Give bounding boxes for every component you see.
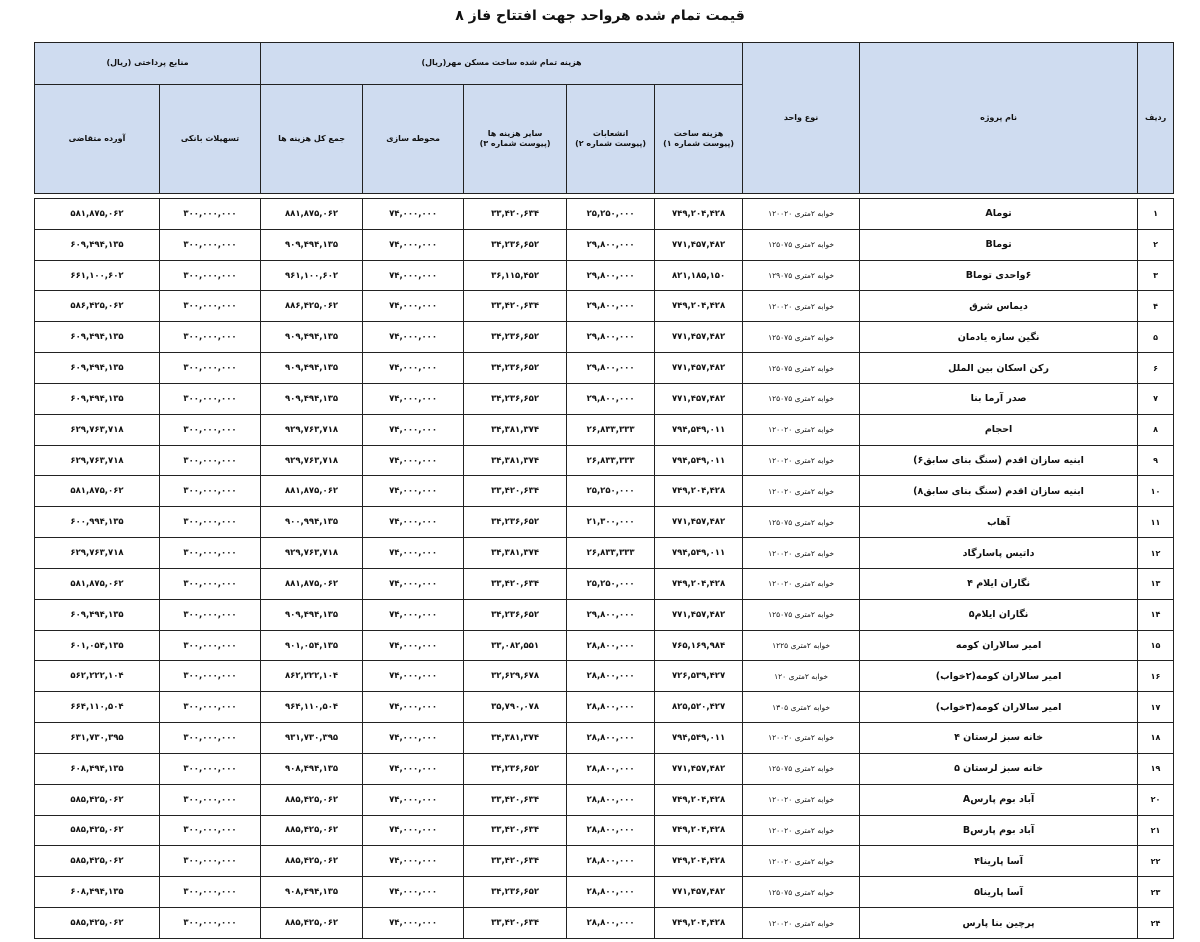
applicant-payment-cell: ۵۸۱,۸۷۵,۰۶۲ bbox=[35, 199, 160, 230]
row-number-cell: ۴ bbox=[1138, 291, 1174, 322]
applicant-payment-cell: ۶۲۹,۷۶۳,۷۱۸ bbox=[35, 445, 160, 476]
connections-cell: ۲۹,۸۰۰,۰۰۰ bbox=[567, 383, 655, 414]
header-build-cost bbox=[655, 85, 743, 194]
unit-type-cell: خوابه ۲متری ۱۲۵۰۷۵ bbox=[743, 599, 860, 630]
build-cost-cell: ۷۴۹,۲۰۴,۴۲۸ bbox=[655, 784, 743, 815]
header-bank-loan: تسهیلات بانکی bbox=[160, 85, 261, 194]
total-cost-cell: ۹۲۹,۷۶۳,۷۱۸ bbox=[261, 414, 363, 445]
header-landscaping: محوطه سازی bbox=[363, 85, 464, 194]
total-cost-cell: ۸۸۶,۴۲۵,۰۶۲ bbox=[261, 291, 363, 322]
header-cost-group: هزینه تمام شده ساخت مسکن مهر(ریال) bbox=[261, 43, 743, 85]
applicant-payment-cell: ۵۸۵,۴۲۵,۰۶۲ bbox=[35, 846, 160, 877]
row-number-cell: ۱۱ bbox=[1138, 507, 1174, 538]
row-number-cell: ۱۷ bbox=[1138, 692, 1174, 723]
connections-cell: ۲۵,۲۵۰,۰۰۰ bbox=[567, 476, 655, 507]
other-costs-cell: ۳۳,۰۸۲,۵۵۱ bbox=[464, 630, 567, 661]
landscaping-cell: ۷۴,۰۰۰,۰۰۰ bbox=[363, 815, 464, 846]
other-costs-cell: ۳۴,۳۸۱,۳۷۴ bbox=[464, 723, 567, 754]
unit-type-cell: خوابه ۲متری ۱۲۵۰۷۵ bbox=[743, 877, 860, 908]
bank-loan-cell: ۳۰۰,۰۰۰,۰۰۰ bbox=[160, 353, 261, 384]
connections-cell: ۲۸,۸۰۰,۰۰۰ bbox=[567, 846, 655, 877]
bank-loan-cell: ۳۰۰,۰۰۰,۰۰۰ bbox=[160, 507, 261, 538]
table-row bbox=[35, 661, 1174, 692]
applicant-payment-cell: ۶۶۴,۱۱۰,۵۰۴ bbox=[35, 692, 160, 723]
table-row bbox=[35, 599, 1174, 630]
project-name-cell: نگاران ایلام ۴ bbox=[860, 568, 1138, 599]
total-cost-cell: ۹۲۹,۷۶۳,۷۱۸ bbox=[261, 445, 363, 476]
unit-type-cell: خوابه ۲متری ۱۲۰۰۲۰ bbox=[743, 445, 860, 476]
project-name-cell: نگین سازه یادمان bbox=[860, 322, 1138, 353]
project-name-cell: خانه سبز لرستان ۵ bbox=[860, 753, 1138, 784]
other-costs-cell: ۳۴,۲۳۶,۶۵۲ bbox=[464, 383, 567, 414]
connections-cell: ۲۹,۸۰۰,۰۰۰ bbox=[567, 291, 655, 322]
unit-type-cell: خوابه ۲متری ۱۲۰۰۲۰ bbox=[743, 908, 860, 939]
bank-loan-cell: ۳۰۰,۰۰۰,۰۰۰ bbox=[160, 692, 261, 723]
total-cost-cell: ۹۰۹,۴۹۴,۱۳۵ bbox=[261, 353, 363, 384]
landscaping-cell: ۷۴,۰۰۰,۰۰۰ bbox=[363, 476, 464, 507]
build-cost-cell: ۷۴۹,۲۰۴,۴۲۸ bbox=[655, 908, 743, 939]
table-row bbox=[35, 445, 1174, 476]
applicant-payment-cell: ۶۰۹,۴۹۴,۱۳۵ bbox=[35, 353, 160, 384]
unit-type-cell: خوابه ۲متری ۱۳۰۵ bbox=[743, 692, 860, 723]
connections-cell: ۲۸,۸۰۰,۰۰۰ bbox=[567, 784, 655, 815]
total-cost-cell: ۸۸۵,۴۲۵,۰۶۲ bbox=[261, 815, 363, 846]
header-unit-type: نوع واحد bbox=[743, 43, 860, 194]
build-cost-cell: ۷۷۱,۴۵۷,۴۸۲ bbox=[655, 353, 743, 384]
row-number-cell: ۶ bbox=[1138, 353, 1174, 384]
project-name-cell: توماB bbox=[860, 229, 1138, 260]
connections-cell: ۲۶,۸۳۳,۳۳۳ bbox=[567, 538, 655, 569]
connections-cell: ۲۸,۸۰۰,۰۰۰ bbox=[567, 877, 655, 908]
other-costs-cell: ۳۴,۲۳۶,۶۵۲ bbox=[464, 353, 567, 384]
row-number-cell: ۱۳ bbox=[1138, 568, 1174, 599]
build-cost-cell: ۷۷۱,۴۵۷,۴۸۲ bbox=[655, 229, 743, 260]
unit-type-cell: خوابه ۲متری ۱۲۰۰۲۰ bbox=[743, 815, 860, 846]
project-name-cell: پرچین بنا پارس bbox=[860, 908, 1138, 939]
build-cost-cell: ۷۷۱,۴۵۷,۴۸۲ bbox=[655, 877, 743, 908]
bank-loan-cell: ۳۰۰,۰۰۰,۰۰۰ bbox=[160, 199, 261, 230]
page-title: قیمت تمام شده هرواحد جهت افتتاح فاز ۸ bbox=[455, 8, 745, 24]
table-row bbox=[35, 199, 1174, 230]
build-cost-cell: ۷۶۵,۱۶۹,۹۸۴ bbox=[655, 630, 743, 661]
cost-table bbox=[34, 42, 1174, 939]
table-row bbox=[35, 229, 1174, 260]
unit-type-cell: خوابه ۲متری ۱۲۵۰۷۵ bbox=[743, 383, 860, 414]
landscaping-cell: ۷۴,۰۰۰,۰۰۰ bbox=[363, 383, 464, 414]
build-cost-cell: ۷۴۹,۲۰۴,۴۲۸ bbox=[655, 568, 743, 599]
applicant-payment-cell: ۵۸۵,۴۲۵,۰۶۲ bbox=[35, 815, 160, 846]
total-cost-cell: ۹۰۰,۹۹۴,۱۳۵ bbox=[261, 507, 363, 538]
row-number-cell: ۲ bbox=[1138, 229, 1174, 260]
header-other-costs-label: سایر هزینه ها bbox=[487, 128, 543, 138]
applicant-payment-cell: ۵۸۵,۴۲۵,۰۶۲ bbox=[35, 908, 160, 939]
bank-loan-cell: ۳۰۰,۰۰۰,۰۰۰ bbox=[160, 753, 261, 784]
unit-type-cell: خوابه ۲متری ۱۲۰۰۲۰ bbox=[743, 199, 860, 230]
build-cost-cell: ۷۹۴,۵۴۹,۰۱۱ bbox=[655, 414, 743, 445]
connections-cell: ۲۸,۸۰۰,۰۰۰ bbox=[567, 753, 655, 784]
connections-cell: ۲۸,۸۰۰,۰۰۰ bbox=[567, 908, 655, 939]
build-cost-cell: ۷۲۶,۵۳۹,۴۲۷ bbox=[655, 661, 743, 692]
total-cost-cell: ۹۰۱,۰۵۴,۱۳۵ bbox=[261, 630, 363, 661]
bank-loan-cell: ۳۰۰,۰۰۰,۰۰۰ bbox=[160, 815, 261, 846]
bank-loan-cell: ۳۰۰,۰۰۰,۰۰۰ bbox=[160, 229, 261, 260]
unit-type-cell: خوابه ۲متری ۱۲۰۰۲۰ bbox=[743, 568, 860, 599]
applicant-payment-cell: ۶۰۸,۴۹۴,۱۳۵ bbox=[35, 877, 160, 908]
total-cost-cell: ۸۸۱,۸۷۵,۰۶۲ bbox=[261, 568, 363, 599]
build-cost-cell: ۷۹۴,۵۴۹,۰۱۱ bbox=[655, 445, 743, 476]
project-name-cell: نگاران ایلام۵ bbox=[860, 599, 1138, 630]
project-name-cell: صدر آرما بنا bbox=[860, 383, 1138, 414]
other-costs-cell: ۳۳,۴۲۰,۶۳۴ bbox=[464, 476, 567, 507]
table-row bbox=[35, 630, 1174, 661]
landscaping-cell: ۷۴,۰۰۰,۰۰۰ bbox=[363, 568, 464, 599]
connections-cell: ۲۶,۸۳۳,۳۳۳ bbox=[567, 414, 655, 445]
project-name-cell: احجام bbox=[860, 414, 1138, 445]
applicant-payment-cell: ۵۸۱,۸۷۵,۰۶۲ bbox=[35, 476, 160, 507]
unit-type-cell: خوابه ۲متری ۱۲۲۵ bbox=[743, 630, 860, 661]
total-cost-cell: ۹۰۸,۴۹۴,۱۳۵ bbox=[261, 753, 363, 784]
unit-type-cell: خوابه ۲متری ۱۲۰۰۲۰ bbox=[743, 291, 860, 322]
unit-type-cell: خوابه ۲متری ۱۲۰۰۲۰ bbox=[743, 846, 860, 877]
project-name-cell: امیر سالاران کومه(۲خواب) bbox=[860, 661, 1138, 692]
connections-cell: ۲۸,۸۰۰,۰۰۰ bbox=[567, 630, 655, 661]
project-name-cell: آباد بوم پارسA bbox=[860, 784, 1138, 815]
row-number-cell: ۳ bbox=[1138, 260, 1174, 291]
header-build-cost-label: هزینه ساخت bbox=[673, 128, 724, 138]
total-cost-cell: ۸۸۵,۴۲۵,۰۶۲ bbox=[261, 846, 363, 877]
total-cost-cell: ۹۶۴,۱۱۰,۵۰۴ bbox=[261, 692, 363, 723]
row-number-cell: ۱ bbox=[1138, 199, 1174, 230]
table-row bbox=[35, 322, 1174, 353]
landscaping-cell: ۷۴,۰۰۰,۰۰۰ bbox=[363, 199, 464, 230]
landscaping-cell: ۷۴,۰۰۰,۰۰۰ bbox=[363, 846, 464, 877]
row-number-cell: ۱۲ bbox=[1138, 538, 1174, 569]
bank-loan-cell: ۳۰۰,۰۰۰,۰۰۰ bbox=[160, 476, 261, 507]
row-number-cell: ۸ bbox=[1138, 414, 1174, 445]
landscaping-cell: ۷۴,۰۰۰,۰۰۰ bbox=[363, 229, 464, 260]
build-cost-cell: ۷۹۴,۵۴۹,۰۱۱ bbox=[655, 723, 743, 754]
row-number-cell: ۹ bbox=[1138, 445, 1174, 476]
row-number-cell: ۲۰ bbox=[1138, 784, 1174, 815]
header-other-costs bbox=[464, 85, 567, 194]
bank-loan-cell: ۳۰۰,۰۰۰,۰۰۰ bbox=[160, 723, 261, 754]
connections-cell: ۲۶,۸۳۳,۳۳۳ bbox=[567, 445, 655, 476]
landscaping-cell: ۷۴,۰۰۰,۰۰۰ bbox=[363, 353, 464, 384]
connections-cell: ۲۸,۸۰۰,۰۰۰ bbox=[567, 723, 655, 754]
applicant-payment-cell: ۵۸۵,۴۲۵,۰۶۲ bbox=[35, 784, 160, 815]
table-row bbox=[35, 414, 1174, 445]
connections-cell: ۲۸,۸۰۰,۰۰۰ bbox=[567, 815, 655, 846]
row-number-cell: ۲۱ bbox=[1138, 815, 1174, 846]
table-row bbox=[35, 538, 1174, 569]
bank-loan-cell: ۳۰۰,۰۰۰,۰۰۰ bbox=[160, 445, 261, 476]
other-costs-cell: ۳۲,۶۲۹,۶۷۸ bbox=[464, 661, 567, 692]
landscaping-cell: ۷۴,۰۰۰,۰۰۰ bbox=[363, 291, 464, 322]
row-number-cell: ۱۹ bbox=[1138, 753, 1174, 784]
total-cost-cell: ۸۸۵,۴۲۵,۰۶۲ bbox=[261, 908, 363, 939]
connections-cell: ۲۸,۸۰۰,۰۰۰ bbox=[567, 661, 655, 692]
project-name-cell: امیر سالاران کومه bbox=[860, 630, 1138, 661]
bank-loan-cell: ۳۰۰,۰۰۰,۰۰۰ bbox=[160, 661, 261, 692]
unit-type-cell: خوابه ۲متری ۱۲۵۰۷۵ bbox=[743, 753, 860, 784]
applicant-payment-cell: ۵۸۱,۸۷۵,۰۶۲ bbox=[35, 568, 160, 599]
other-costs-cell: ۳۳,۴۲۰,۶۳۴ bbox=[464, 784, 567, 815]
landscaping-cell: ۷۴,۰۰۰,۰۰۰ bbox=[363, 414, 464, 445]
landscaping-cell: ۷۴,۰۰۰,۰۰۰ bbox=[363, 908, 464, 939]
table-row bbox=[35, 260, 1174, 291]
connections-cell: ۲۹,۸۰۰,۰۰۰ bbox=[567, 353, 655, 384]
connections-cell: ۲۹,۸۰۰,۰۰۰ bbox=[567, 599, 655, 630]
project-name-cell: امیر سالاران کومه(۳خواب) bbox=[860, 692, 1138, 723]
bank-loan-cell: ۳۰۰,۰۰۰,۰۰۰ bbox=[160, 599, 261, 630]
applicant-payment-cell: ۶۲۹,۷۶۳,۷۱۸ bbox=[35, 414, 160, 445]
landscaping-cell: ۷۴,۰۰۰,۰۰۰ bbox=[363, 877, 464, 908]
other-costs-cell: ۳۴,۳۸۱,۳۷۴ bbox=[464, 538, 567, 569]
unit-type-cell: خوابه ۲متری ۱۲۵۰۷۵ bbox=[743, 507, 860, 538]
header-other-costs-sub: (پیوست شماره ۳) bbox=[479, 139, 551, 148]
landscaping-cell: ۷۴,۰۰۰,۰۰۰ bbox=[363, 784, 464, 815]
row-number-cell: ۱۰ bbox=[1138, 476, 1174, 507]
header-funding-group: منابع پرداختی (ریال) bbox=[35, 43, 261, 85]
total-cost-cell: ۸۸۱,۸۷۵,۰۶۲ bbox=[261, 476, 363, 507]
unit-type-cell: خوابه ۲متری ۱۲۰۰۲۰ bbox=[743, 414, 860, 445]
bank-loan-cell: ۳۰۰,۰۰۰,۰۰۰ bbox=[160, 846, 261, 877]
project-name-cell: خانه سبز لرستان ۴ bbox=[860, 723, 1138, 754]
project-name-cell: آباد بوم پارسB bbox=[860, 815, 1138, 846]
table-row bbox=[35, 383, 1174, 414]
table-row bbox=[35, 568, 1174, 599]
bank-loan-cell: ۳۰۰,۰۰۰,۰۰۰ bbox=[160, 568, 261, 599]
table-row bbox=[35, 815, 1174, 846]
other-costs-cell: ۳۴,۲۳۶,۶۵۲ bbox=[464, 753, 567, 784]
unit-type-cell: خوابه ۲متری ۱۲۰ bbox=[743, 661, 860, 692]
header-project-name: نام پروژه bbox=[860, 43, 1138, 194]
build-cost-cell: ۷۴۹,۲۰۴,۴۲۸ bbox=[655, 846, 743, 877]
table-row bbox=[35, 507, 1174, 538]
connections-cell: ۲۸,۸۰۰,۰۰۰ bbox=[567, 692, 655, 723]
other-costs-cell: ۳۴,۲۳۶,۶۵۲ bbox=[464, 507, 567, 538]
unit-type-cell: خوابه ۲متری ۱۲۹۰۷۵ bbox=[743, 260, 860, 291]
header-connections-label: انشعابات bbox=[592, 128, 629, 138]
table-row bbox=[35, 476, 1174, 507]
connections-cell: ۲۹,۸۰۰,۰۰۰ bbox=[567, 322, 655, 353]
row-number-cell: ۲۴ bbox=[1138, 908, 1174, 939]
build-cost-cell: ۷۹۴,۵۴۹,۰۱۱ bbox=[655, 538, 743, 569]
table-body bbox=[35, 199, 1174, 939]
other-costs-cell: ۳۴,۲۳۶,۶۵۲ bbox=[464, 877, 567, 908]
applicant-payment-cell: ۶۳۱,۷۳۰,۳۹۵ bbox=[35, 723, 160, 754]
table-row bbox=[35, 692, 1174, 723]
project-name-cell: توماA bbox=[860, 199, 1138, 230]
landscaping-cell: ۷۴,۰۰۰,۰۰۰ bbox=[363, 692, 464, 723]
total-cost-cell: ۹۲۹,۷۶۳,۷۱۸ bbox=[261, 538, 363, 569]
project-name-cell: داتیس پاسارگاد bbox=[860, 538, 1138, 569]
other-costs-cell: ۳۴,۲۳۶,۶۵۲ bbox=[464, 599, 567, 630]
unit-type-cell: خوابه ۲متری ۱۲۵۰۷۵ bbox=[743, 229, 860, 260]
applicant-payment-cell: ۶۰۹,۴۹۴,۱۳۵ bbox=[35, 229, 160, 260]
connections-cell: ۲۵,۲۵۰,۰۰۰ bbox=[567, 568, 655, 599]
row-number-cell: ۲۳ bbox=[1138, 877, 1174, 908]
header-connections-sub: (پیوست شماره ۲) bbox=[575, 139, 647, 148]
build-cost-cell: ۷۷۱,۴۵۷,۴۸۲ bbox=[655, 507, 743, 538]
applicant-payment-cell: ۶۰۹,۴۹۴,۱۳۵ bbox=[35, 383, 160, 414]
total-cost-cell: ۹۰۹,۴۹۴,۱۳۵ bbox=[261, 229, 363, 260]
connections-cell: ۲۹,۸۰۰,۰۰۰ bbox=[567, 229, 655, 260]
table-row bbox=[35, 291, 1174, 322]
build-cost-cell: ۷۷۱,۴۵۷,۴۸۲ bbox=[655, 599, 743, 630]
landscaping-cell: ۷۴,۰۰۰,۰۰۰ bbox=[363, 260, 464, 291]
build-cost-cell: ۷۴۹,۲۰۴,۴۲۸ bbox=[655, 815, 743, 846]
build-cost-cell: ۷۴۹,۲۰۴,۴۲۸ bbox=[655, 291, 743, 322]
bank-loan-cell: ۳۰۰,۰۰۰,۰۰۰ bbox=[160, 784, 261, 815]
project-name-cell: دیماس شرق bbox=[860, 291, 1138, 322]
build-cost-cell: ۷۷۱,۴۵۷,۴۸۲ bbox=[655, 753, 743, 784]
landscaping-cell: ۷۴,۰۰۰,۰۰۰ bbox=[363, 322, 464, 353]
bank-loan-cell: ۳۰۰,۰۰۰,۰۰۰ bbox=[160, 538, 261, 569]
row-number-cell: ۵ bbox=[1138, 322, 1174, 353]
project-name-cell: آهاب bbox=[860, 507, 1138, 538]
unit-type-cell: خوابه ۲متری ۱۲۰۰۲۰ bbox=[743, 476, 860, 507]
unit-type-cell: خوابه ۲متری ۱۲۰۰۲۰ bbox=[743, 538, 860, 569]
bank-loan-cell: ۳۰۰,۰۰۰,۰۰۰ bbox=[160, 260, 261, 291]
applicant-payment-cell: ۵۸۶,۴۲۵,۰۶۲ bbox=[35, 291, 160, 322]
landscaping-cell: ۷۴,۰۰۰,۰۰۰ bbox=[363, 723, 464, 754]
other-costs-cell: ۳۳,۴۲۰,۶۳۴ bbox=[464, 815, 567, 846]
total-cost-cell: ۹۰۸,۴۹۴,۱۳۵ bbox=[261, 877, 363, 908]
bank-loan-cell: ۳۰۰,۰۰۰,۰۰۰ bbox=[160, 383, 261, 414]
landscaping-cell: ۷۴,۰۰۰,۰۰۰ bbox=[363, 599, 464, 630]
connections-cell: ۲۱,۳۰۰,۰۰۰ bbox=[567, 507, 655, 538]
row-number-cell: ۷ bbox=[1138, 383, 1174, 414]
applicant-payment-cell: ۵۶۲,۲۲۲,۱۰۴ bbox=[35, 661, 160, 692]
other-costs-cell: ۳۳,۴۲۰,۶۳۴ bbox=[464, 199, 567, 230]
total-cost-cell: ۹۶۱,۱۰۰,۶۰۲ bbox=[261, 260, 363, 291]
landscaping-cell: ۷۴,۰۰۰,۰۰۰ bbox=[363, 661, 464, 692]
total-cost-cell: ۹۰۹,۴۹۴,۱۳۵ bbox=[261, 322, 363, 353]
project-name-cell: رکن اسکان بین الملل bbox=[860, 353, 1138, 384]
bank-loan-cell: ۳۰۰,۰۰۰,۰۰۰ bbox=[160, 877, 261, 908]
table-row bbox=[35, 723, 1174, 754]
other-costs-cell: ۳۴,۳۸۱,۳۷۴ bbox=[464, 445, 567, 476]
applicant-payment-cell: ۶۰۹,۴۹۴,۱۳۵ bbox=[35, 599, 160, 630]
other-costs-cell: ۳۳,۴۲۰,۶۳۴ bbox=[464, 846, 567, 877]
other-costs-cell: ۳۶,۱۱۵,۴۵۲ bbox=[464, 260, 567, 291]
unit-type-cell: خوابه ۲متری ۱۲۵۰۷۵ bbox=[743, 322, 860, 353]
landscaping-cell: ۷۴,۰۰۰,۰۰۰ bbox=[363, 630, 464, 661]
connections-cell: ۲۹,۸۰۰,۰۰۰ bbox=[567, 260, 655, 291]
table-row bbox=[35, 784, 1174, 815]
table-row bbox=[35, 353, 1174, 384]
landscaping-cell: ۷۴,۰۰۰,۰۰۰ bbox=[363, 445, 464, 476]
applicant-payment-cell: ۶۰۰,۹۹۴,۱۳۵ bbox=[35, 507, 160, 538]
bank-loan-cell: ۳۰۰,۰۰۰,۰۰۰ bbox=[160, 414, 261, 445]
table-row bbox=[35, 846, 1174, 877]
other-costs-cell: ۳۵,۷۹۰,۰۷۸ bbox=[464, 692, 567, 723]
table-row bbox=[35, 908, 1174, 939]
project-name-cell: ابنیه سازان اقدم (سنگ بنای سابق۶) bbox=[860, 445, 1138, 476]
bank-loan-cell: ۳۰۰,۰۰۰,۰۰۰ bbox=[160, 630, 261, 661]
other-costs-cell: ۳۴,۲۳۶,۶۵۲ bbox=[464, 322, 567, 353]
bank-loan-cell: ۳۰۰,۰۰۰,۰۰۰ bbox=[160, 322, 261, 353]
build-cost-cell: ۷۴۹,۲۰۴,۴۲۸ bbox=[655, 199, 743, 230]
project-name-cell: ۶واحدی توماB bbox=[860, 260, 1138, 291]
applicant-payment-cell: ۶۶۱,۱۰۰,۶۰۲ bbox=[35, 260, 160, 291]
applicant-payment-cell: ۶۰۱,۰۵۴,۱۳۵ bbox=[35, 630, 160, 661]
unit-type-cell: خوابه ۲متری ۱۲۵۰۷۵ bbox=[743, 353, 860, 384]
total-cost-cell: ۸۸۵,۴۲۵,۰۶۲ bbox=[261, 784, 363, 815]
total-cost-cell: ۹۰۹,۴۹۴,۱۳۵ bbox=[261, 383, 363, 414]
build-cost-cell: ۷۷۱,۴۵۷,۴۸۲ bbox=[655, 383, 743, 414]
bank-loan-cell: ۳۰۰,۰۰۰,۰۰۰ bbox=[160, 908, 261, 939]
total-cost-cell: ۹۳۱,۷۳۰,۳۹۵ bbox=[261, 723, 363, 754]
other-costs-cell: ۳۳,۴۲۰,۶۳۴ bbox=[464, 908, 567, 939]
total-cost-cell: ۸۶۲,۲۲۲,۱۰۴ bbox=[261, 661, 363, 692]
connections-cell: ۲۵,۲۵۰,۰۰۰ bbox=[567, 199, 655, 230]
header-row-number: ردیف bbox=[1138, 43, 1174, 194]
row-number-cell: ۱۵ bbox=[1138, 630, 1174, 661]
unit-type-cell: خوابه ۲متری ۱۲۰۰۲۰ bbox=[743, 784, 860, 815]
other-costs-cell: ۳۳,۴۲۰,۶۳۴ bbox=[464, 291, 567, 322]
landscaping-cell: ۷۴,۰۰۰,۰۰۰ bbox=[363, 507, 464, 538]
project-name-cell: آسا پارینا۵ bbox=[860, 877, 1138, 908]
row-number-cell: ۱۴ bbox=[1138, 599, 1174, 630]
row-number-cell: ۲۲ bbox=[1138, 846, 1174, 877]
build-cost-cell: ۸۲۵,۵۲۰,۴۲۷ bbox=[655, 692, 743, 723]
applicant-payment-cell: ۶۲۹,۷۶۳,۷۱۸ bbox=[35, 538, 160, 569]
header-build-cost-sub: (پیوست شماره ۱) bbox=[663, 139, 735, 148]
build-cost-cell: ۸۲۱,۱۸۵,۱۵۰ bbox=[655, 260, 743, 291]
other-costs-cell: ۳۴,۳۸۱,۳۷۴ bbox=[464, 414, 567, 445]
applicant-payment-cell: ۶۰۸,۴۹۴,۱۳۵ bbox=[35, 753, 160, 784]
header-connections bbox=[567, 85, 655, 194]
other-costs-cell: ۳۴,۲۳۶,۶۵۲ bbox=[464, 229, 567, 260]
other-costs-cell: ۳۳,۴۲۰,۶۳۴ bbox=[464, 568, 567, 599]
project-name-cell: آسا پارینا۴ bbox=[860, 846, 1138, 877]
row-number-cell: ۱۶ bbox=[1138, 661, 1174, 692]
build-cost-cell: ۷۴۹,۲۰۴,۴۲۸ bbox=[655, 476, 743, 507]
table-row bbox=[35, 877, 1174, 908]
bank-loan-cell: ۳۰۰,۰۰۰,۰۰۰ bbox=[160, 291, 261, 322]
landscaping-cell: ۷۴,۰۰۰,۰۰۰ bbox=[363, 538, 464, 569]
header-total-cost: جمع کل هزینه ها bbox=[261, 85, 363, 194]
table-row bbox=[35, 753, 1174, 784]
build-cost-cell: ۷۷۱,۴۵۷,۴۸۲ bbox=[655, 322, 743, 353]
applicant-payment-cell: ۶۰۹,۴۹۴,۱۳۵ bbox=[35, 322, 160, 353]
row-number-cell: ۱۸ bbox=[1138, 723, 1174, 754]
total-cost-cell: ۸۸۱,۸۷۵,۰۶۲ bbox=[261, 199, 363, 230]
total-cost-cell: ۹۰۹,۴۹۴,۱۳۵ bbox=[261, 599, 363, 630]
header-applicant-payment: آورده متقاضی bbox=[35, 85, 160, 194]
landscaping-cell: ۷۴,۰۰۰,۰۰۰ bbox=[363, 753, 464, 784]
project-name-cell: ابنیه سازان اقدم (سنگ بنای سابق۸) bbox=[860, 476, 1138, 507]
unit-type-cell: خوابه ۲متری ۱۲۰۰۲۰ bbox=[743, 723, 860, 754]
